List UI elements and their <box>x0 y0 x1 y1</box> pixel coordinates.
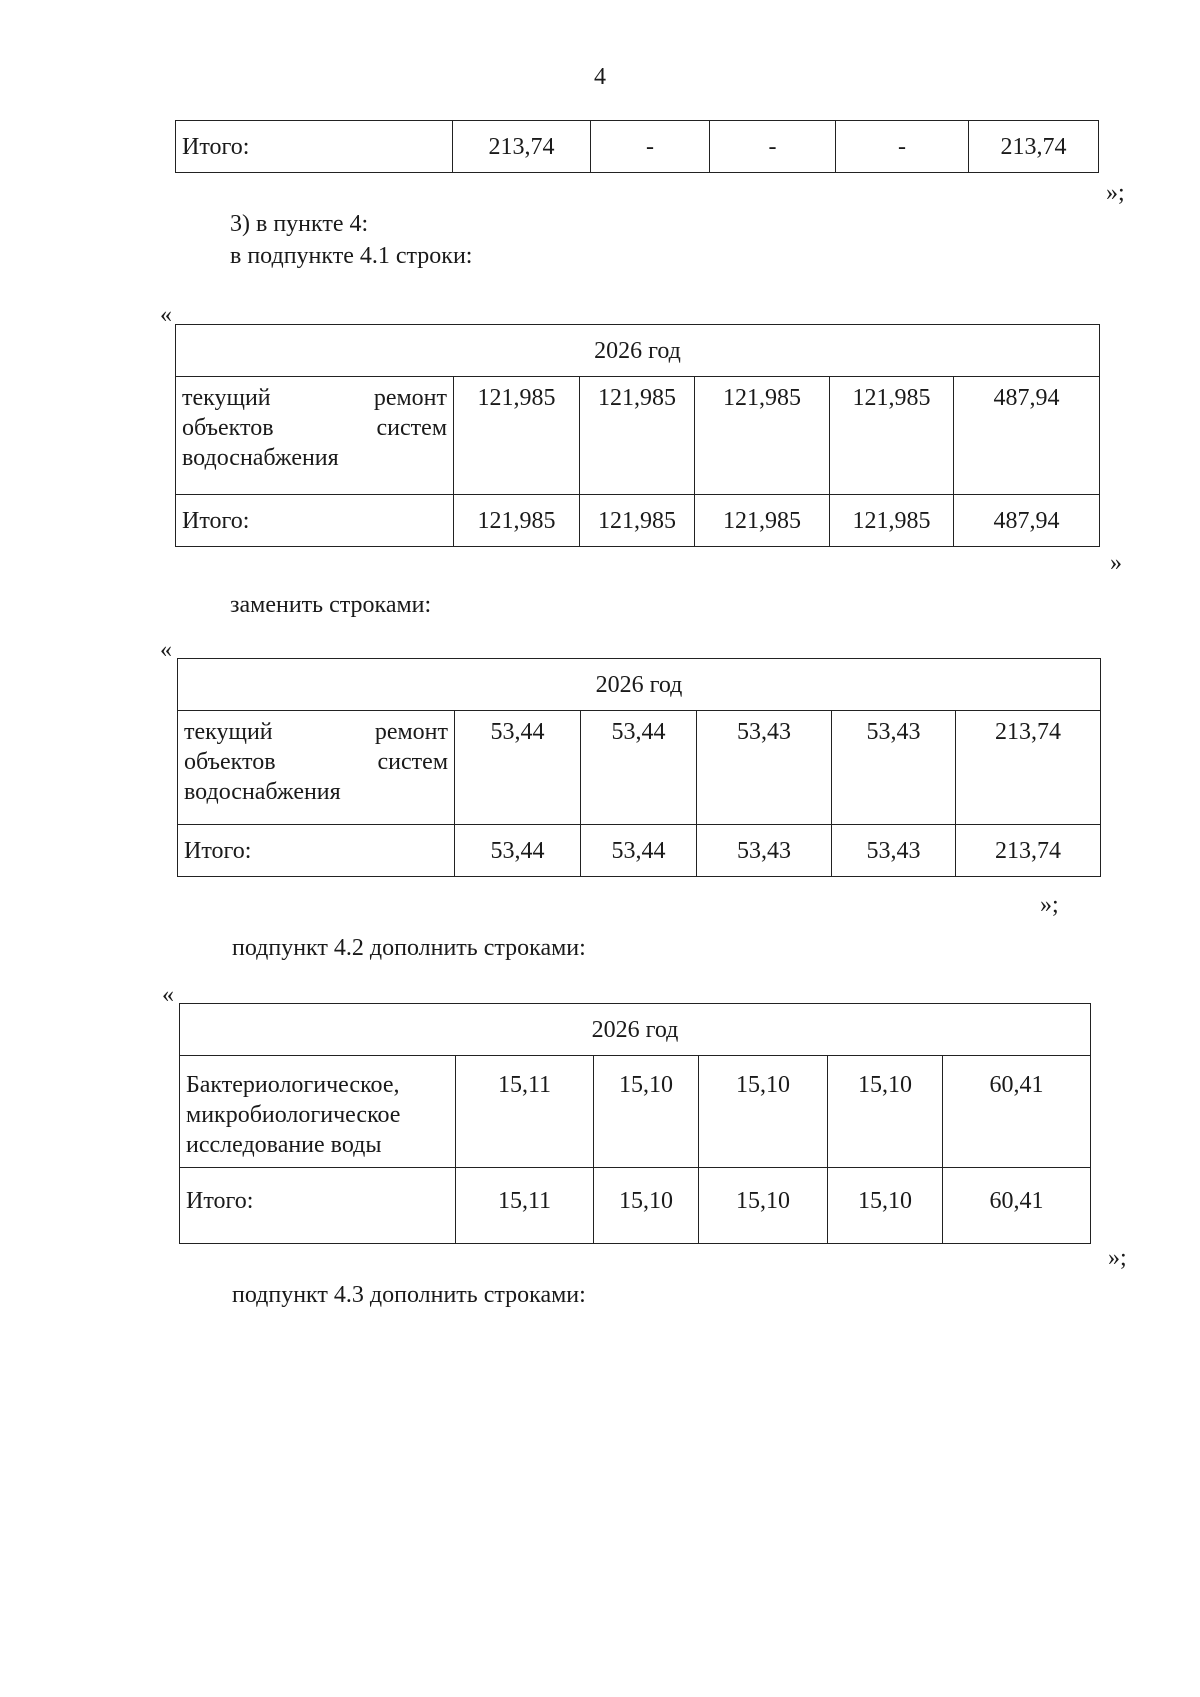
table-row <box>180 1056 1091 1168</box>
cell-value: - <box>710 121 836 173</box>
cell-value: 53,44 <box>455 711 581 825</box>
paragraph: 3) в пункте 4: <box>230 211 369 237</box>
closing-quote: »; <box>1106 180 1125 206</box>
cell-value: 60,41 <box>943 1056 1091 1168</box>
row-label: текущий ремонт объектов систем водоснабжения <box>176 377 454 495</box>
cell-value: 53,44 <box>581 711 697 825</box>
year-header: 2026 год <box>180 1004 1091 1056</box>
cell-value: 121,985 <box>695 495 830 547</box>
cell-value: 213,74 <box>956 711 1101 825</box>
cell-value: 15,11 <box>456 1168 594 1244</box>
cell-value: 53,43 <box>832 825 956 877</box>
row-label: текущий ремонт объектов систем водоснабжения <box>178 711 455 825</box>
cell-value: 15,10 <box>828 1168 943 1244</box>
cell-value: 487,94 <box>954 495 1100 547</box>
cell-value: 121,985 <box>830 495 954 547</box>
table-subpoint-4-1-new <box>177 658 1101 877</box>
cell-value: 213,74 <box>453 121 591 173</box>
table-header-row <box>176 325 1100 377</box>
year-header: 2026 год <box>176 325 1100 377</box>
year-header: 2026 год <box>178 659 1101 711</box>
cell-value: 15,10 <box>828 1056 943 1168</box>
table-row <box>178 711 1101 825</box>
table-row <box>178 825 1101 877</box>
closing-quote: »; <box>1108 1245 1127 1271</box>
closing-quote: » <box>1110 550 1122 576</box>
paragraph: в подпункте 4.1 строки: <box>230 243 473 269</box>
table-row <box>180 1168 1091 1244</box>
cell-value: 213,74 <box>956 825 1101 877</box>
cell-value: 121,985 <box>580 495 695 547</box>
cell-value: 53,44 <box>581 825 697 877</box>
row-label: Итого: <box>176 121 453 173</box>
closing-quote: »; <box>1040 892 1059 918</box>
row-label: Итого: <box>180 1168 456 1244</box>
table-total-carryover <box>175 120 1099 173</box>
cell-value: 121,985 <box>830 377 954 495</box>
cell-value: 121,985 <box>454 377 580 495</box>
cell-value: 53,43 <box>697 711 832 825</box>
page-number: 4 <box>594 64 606 90</box>
cell-value: 53,44 <box>455 825 581 877</box>
cell-value: 213,74 <box>969 121 1099 173</box>
opening-quote: « <box>160 302 172 328</box>
cell-value: 121,985 <box>695 377 830 495</box>
table-row <box>176 377 1100 495</box>
cell-value: - <box>836 121 969 173</box>
cell-value: 53,43 <box>832 711 956 825</box>
paragraph: подпункт 4.2 дополнить строками: <box>232 935 586 961</box>
row-label: Бактериологическое, микробиологическое исследование воды <box>180 1056 456 1168</box>
cell-value: 15,10 <box>699 1056 828 1168</box>
cell-value: 121,985 <box>454 495 580 547</box>
paragraph: подпункт 4.3 дополнить строками: <box>232 1282 586 1308</box>
row-label: Итого: <box>176 495 454 547</box>
cell-value: 15,11 <box>456 1056 594 1168</box>
cell-value: 15,10 <box>594 1056 699 1168</box>
table-subpoint-4-1-old <box>175 324 1100 547</box>
cell-value: 487,94 <box>954 377 1100 495</box>
paragraph: заменить строками: <box>230 592 432 618</box>
table-subpoint-4-2-add <box>179 1003 1091 1244</box>
cell-value: - <box>591 121 710 173</box>
table-header-row <box>178 659 1101 711</box>
opening-quote: « <box>162 982 174 1008</box>
cell-value: 60,41 <box>943 1168 1091 1244</box>
cell-value: 15,10 <box>699 1168 828 1244</box>
table-row <box>176 495 1100 547</box>
cell-value: 53,43 <box>697 825 832 877</box>
cell-value: 15,10 <box>594 1168 699 1244</box>
cell-value: 121,985 <box>580 377 695 495</box>
table-row <box>176 121 1099 173</box>
table-header-row <box>180 1004 1091 1056</box>
row-label: Итого: <box>178 825 455 877</box>
opening-quote: « <box>160 637 172 663</box>
